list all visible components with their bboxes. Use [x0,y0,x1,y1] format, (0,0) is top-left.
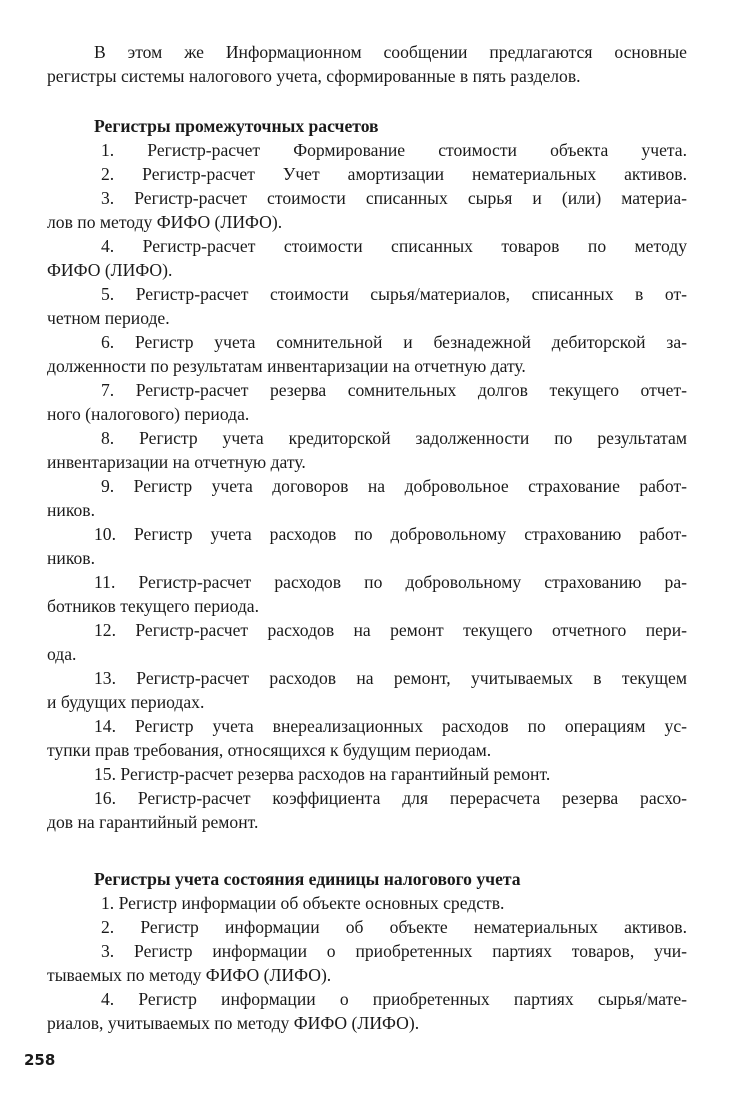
list-item-continuation: ода. [47,644,77,664]
list-item: 9. Регистр учета договоров на добровольное страхование работ- [101,476,687,496]
list-item-continuation: риалов, учитываемых по методу ФИФО (ЛИФО). [47,1013,420,1033]
list-item-continuation: лов по методу ФИФО (ЛИФО). [47,212,283,232]
section-tax-unit-state [47,867,687,1035]
list-item: 11. Регистр-расчет расходов по добровольному страхованию ра- [94,572,687,592]
page-number: 258 [24,1051,56,1069]
list-item: 1. Регистр информации об объекте основных средств. [101,893,505,913]
list-item: 2. Регистр информации об объекте нематериальных активов. [101,917,687,937]
list-item-continuation: четном периоде. [47,308,170,328]
list-item-continuation: долженности по результатам инвентаризации на отчетную дату. [47,356,526,376]
text-line: регистры системы налогового учета, сформированные в пять разделов. [47,66,581,86]
text-line: В этом же Информационном сообщении предлагаются основные [94,42,687,62]
list-item-continuation: тупки прав требования, относящихся к будущим периодам. [47,740,492,760]
list-item: 5. Регистр-расчет стоимости сырья/материалов, списанных в от- [101,284,687,304]
list-item: 3. Регистр информации о приобретенных партиях товаров, учи- [101,941,687,961]
list-item: 14. Регистр учета внереализационных расходов по операциям ус- [94,716,687,736]
list-item-continuation: ников. [47,500,95,520]
list-item-continuation: и будущих периодах. [47,692,205,712]
list-item-continuation: ников. [47,548,95,568]
list-item: 16. Регистр-расчет коэффициента для перерасчета резерва расхо- [94,788,687,808]
list-item: 15. Регистр-расчет резерва расходов на гарантийный ремонт. [94,764,551,784]
list-item: 8. Регистр учета кредиторской задолженности по результатам [101,428,687,448]
list-item: 13. Регистр-расчет расходов на ремонт, учитываемых в текущем [94,668,687,688]
list-item: 2. Регистр-расчет Учет амортизации нематериальных активов. [101,164,687,184]
list-item-continuation: ботников текущего периода. [47,596,260,616]
list-item: 3. Регистр-расчет стоимости списанных сырья и (или) материа- [101,188,687,208]
list-item: 10. Регистр учета расходов по добровольному страхованию работ- [94,524,687,544]
list-item: 6. Регистр учета сомнительной и безнадежной дебиторской за- [101,332,687,352]
list-item-continuation: дов на гарантийный ремонт. [47,812,259,832]
list-item-continuation: тываемых по методу ФИФО (ЛИФО). [47,965,332,985]
list-item: 7. Регистр-расчет резерва сомнительных долгов текущего отчет- [101,380,687,400]
list-item-continuation: ФИФО (ЛИФО). [47,260,173,280]
intro-paragraph [47,40,687,88]
section-intermediate-calculations [47,114,687,834]
list-item: 12. Регистр-расчет расходов на ремонт текущего отчетного пери- [94,620,687,640]
section-heading: Регистры учета состояния единицы налогового учета [94,869,521,889]
list-item: 4. Регистр-расчет стоимости списанных товаров по методу [101,236,687,256]
list-item: 4. Регистр информации о приобретенных партиях сырья/мате- [101,989,687,1009]
list-item: 1. Регистр-расчет Формирование стоимости объекта учета. [101,140,687,160]
list-item-continuation: ного (налогового) периода. [47,404,250,424]
section-heading: Регистры промежуточных расчетов [94,116,379,136]
list-item-continuation: инвентаризации на отчетную дату. [47,452,306,472]
